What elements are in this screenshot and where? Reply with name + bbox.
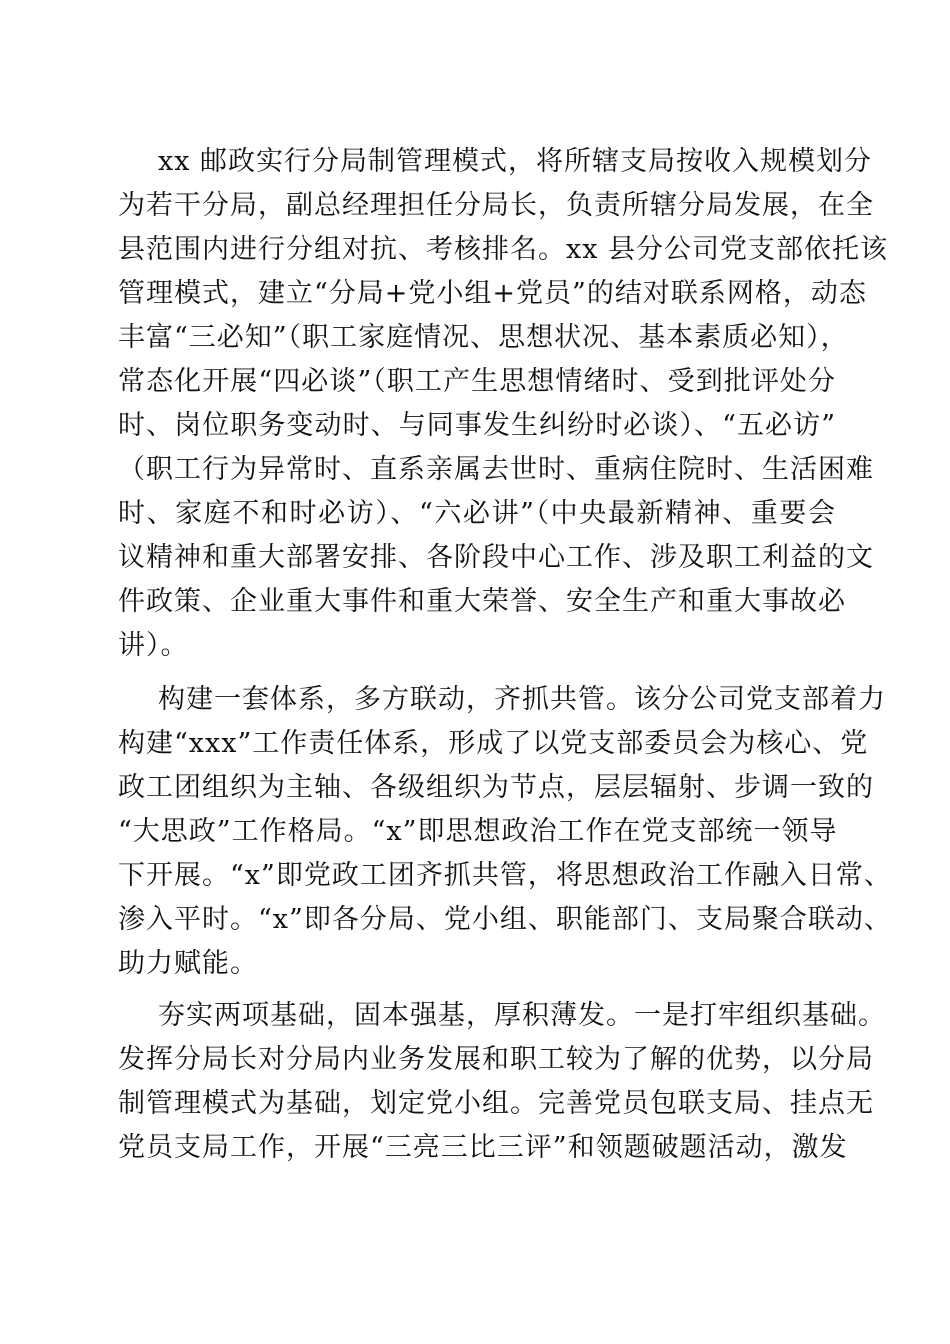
- paragraph-2-line-3: 政工团组织为主轴、各级组织为节点，层层辐射、步调一致的: [118, 772, 874, 803]
- paragraph-3-line-1: 夯实两项基础，固本强基，厚积薄发。一是打牢组织基础。: [158, 1000, 886, 1031]
- paragraph-1-line-8: （职工行为异常时、直系亲属去世时、重病住院时、生活困难: [118, 454, 874, 485]
- paragraph-1-line-10: 议精神和重大部署安排、各阶段中心工作、涉及职工利益的文: [118, 542, 874, 573]
- paragraph-2-line-1: 构建一套体系，多方联动，齐抓共管。该分公司党支部着力: [158, 684, 886, 715]
- paragraph-2-line-2: 构建“xxx”工作责任体系，形成了以党支部委员会为核心、党: [118, 728, 869, 759]
- paragraph-1-line-11: 件政策、企业重大事件和重大荣誉、安全生产和重大事故必: [118, 586, 846, 617]
- paragraph-1-line-5: 丰富“三必知”（职工家庭情况、思想状况、基本素质必知），: [118, 322, 849, 353]
- paragraph-2-line-4: “大思政”工作格局。“x”即思想政治工作在党支部统一领导: [118, 816, 838, 847]
- paragraph-2-line-6: 渗入平时。“x”即各分局、党小组、职能部门、支局聚合联动、: [118, 904, 892, 935]
- paragraph-1-line-12: 讲）。: [118, 630, 189, 661]
- paragraph-2-line-5: 下开展。“x”即党政工团齐抓共管，将思想政治工作融入日常、: [118, 860, 892, 891]
- paragraph-3-line-3: 制管理模式为基础，划定党小组。完善党员包联支局、挂点无: [118, 1088, 874, 1119]
- paragraph-3-line-4: 党员支局工作，开展“三亮三比三评”和领题破题活动，激发: [118, 1132, 848, 1163]
- paragraph-3-line-2: 发挥分局长对分局内业务发展和职工较为了解的优势，以分局: [118, 1044, 874, 1075]
- paragraph-1-line-7: 时、岗位职务变动时、与同事发生纠纷时必谈）、“五必访”: [118, 410, 836, 441]
- paragraph-1-line-6: 常态化开展“四必谈”（职工产生思想情绪时、受到批评处分: [118, 366, 836, 397]
- paragraph-1-line-1: xx 邮政实行分局制管理模式，将所辖支局按收入规模划分: [158, 146, 873, 177]
- paragraph-2-line-7: 助力赋能。: [118, 948, 258, 979]
- paragraph-1-line-3: 县范围内进行分组对抗、考核排名。xx 县分公司党支部依托该: [118, 234, 889, 265]
- paragraph-1-line-4: 管理模式，建立“分局+党小组+党员”的结对联系网格，动态: [118, 278, 867, 309]
- paragraph-1-line-9: 时、家庭不和时必访）、“六必讲”（中央最新精神、重要会: [118, 498, 836, 529]
- paragraph-1-line-2: 为若干分局，副总经理担任分局长，负责所辖分局发展，在全: [118, 190, 874, 221]
